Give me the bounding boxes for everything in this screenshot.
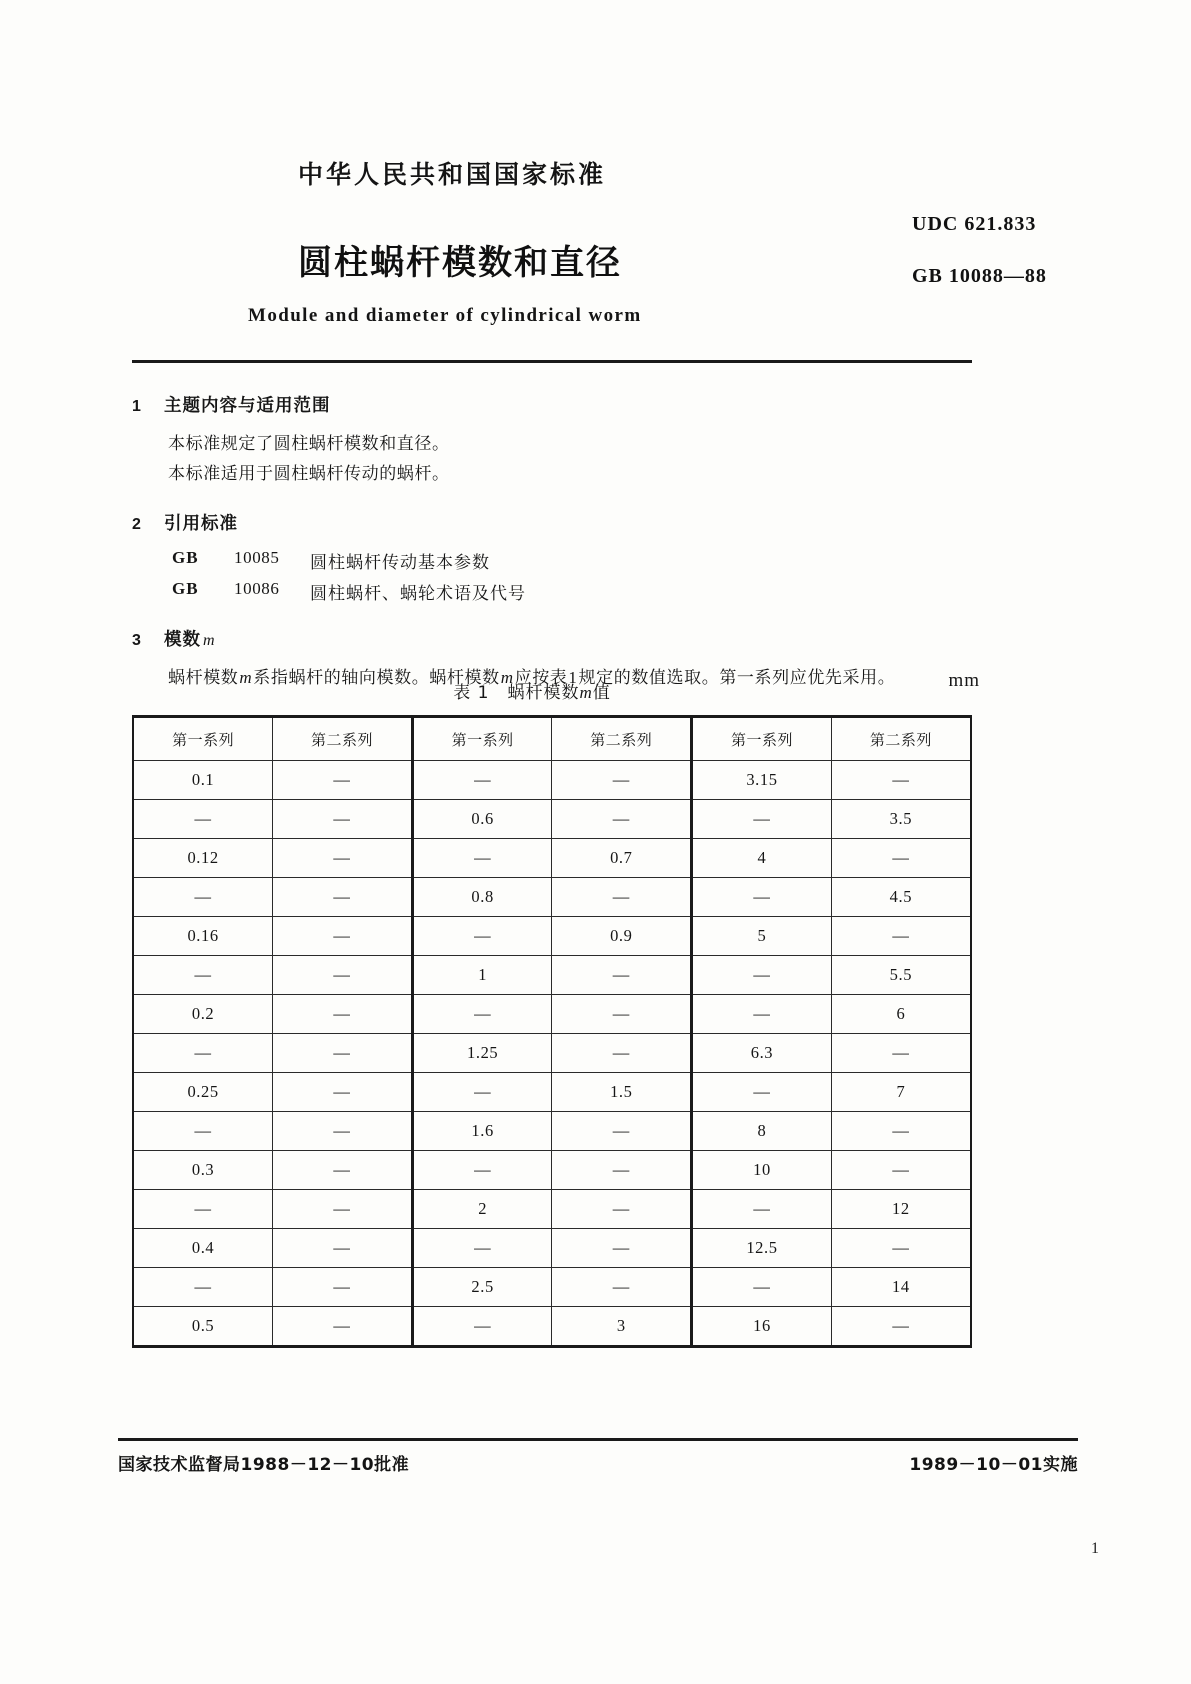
table-cell: — <box>273 839 413 878</box>
footer-divider-rule <box>118 1438 1078 1441</box>
section-heading-2 <box>132 510 992 535</box>
table-cell: 1 <box>412 956 552 995</box>
table-row <box>133 1229 971 1268</box>
table-cell: 0.25 <box>133 1073 273 1112</box>
table-cell: 7 <box>831 1073 971 1112</box>
table-cell: — <box>412 761 552 800</box>
table-cell: 12.5 <box>692 1229 832 1268</box>
standard-number: GB 10088—88 <box>912 265 1047 287</box>
table-cell: — <box>552 878 692 917</box>
table-cell: 0.3 <box>133 1151 273 1190</box>
table-caption-pre: 表 1 蜗杆模数 <box>453 683 580 703</box>
table-row <box>133 1073 971 1112</box>
table-cell: — <box>552 800 692 839</box>
module-values-table <box>132 715 972 1348</box>
table-cell: — <box>273 917 413 956</box>
table-cell: — <box>831 1112 971 1151</box>
table-cell: — <box>412 839 552 878</box>
table-cell: — <box>133 1112 273 1151</box>
table-cell: 10 <box>692 1151 832 1190</box>
table-cell: — <box>831 839 971 878</box>
table-cell: — <box>273 1190 413 1229</box>
table-cell: — <box>412 995 552 1034</box>
table-cell: — <box>692 1268 832 1307</box>
table-cell: 12 <box>831 1190 971 1229</box>
section-number-1: 1 <box>132 398 141 415</box>
table-row <box>133 1190 971 1229</box>
table-cell: — <box>552 1151 692 1190</box>
table-row <box>133 839 971 878</box>
table-cell: — <box>412 917 552 956</box>
footer-approval-text: 国家技术监督局1988－12－10批准 <box>118 1455 410 1475</box>
table-cell: — <box>692 1073 832 1112</box>
table-cell: — <box>831 761 971 800</box>
table-unit-label: mm <box>948 670 980 691</box>
table-cell: — <box>273 1151 413 1190</box>
table-cell: — <box>552 995 692 1034</box>
s3-table-ref: 1 <box>568 667 578 687</box>
table-header-cell-6: 第二系列 <box>831 717 971 761</box>
reference-title-1: 圆柱蜗杆传动基本参数 <box>310 552 490 573</box>
s3-p2: 系指蜗杆的轴向模数。蜗杆模数 <box>253 667 500 688</box>
table-row <box>133 1151 971 1190</box>
section-title-2: 引用标准 <box>164 513 238 534</box>
table-cell: — <box>412 1229 552 1268</box>
section-number-2: 2 <box>132 515 141 533</box>
table-cell: — <box>273 1307 413 1347</box>
table-cell: — <box>552 1268 692 1307</box>
table-caption-post: 值 <box>592 683 611 703</box>
table-cell: — <box>133 956 273 995</box>
table-caption <box>92 678 972 703</box>
section-number-3: 3 <box>132 631 141 649</box>
footer-effective-text: 1989－10－01实施 <box>909 1455 1078 1475</box>
document-footer <box>118 1450 1078 1475</box>
table-cell: — <box>273 1229 413 1268</box>
table-header-cell-1: 第一系列 <box>133 717 273 761</box>
table-cell: 3.5 <box>831 800 971 839</box>
table-row <box>133 1268 971 1307</box>
table-cell: 1.6 <box>412 1112 552 1151</box>
table-row <box>133 800 971 839</box>
table-cell: — <box>133 1268 273 1307</box>
table-cell: — <box>831 917 971 956</box>
udc-code: UDC 621.833 <box>912 213 1037 235</box>
table-cell: 0.2 <box>133 995 273 1034</box>
table-row <box>133 995 971 1034</box>
table-cell: 0.7 <box>552 839 692 878</box>
table-cell: — <box>273 995 413 1034</box>
document-title-cn: 圆柱蜗杆模数和直径 <box>298 243 622 283</box>
reference-code-2: GB <box>172 578 199 598</box>
s3-symbol-1: m <box>239 667 253 687</box>
table-cell: — <box>692 878 832 917</box>
table-header-cell-4: 第二系列 <box>552 717 692 761</box>
section-title-3 <box>164 626 216 651</box>
table-cell: — <box>552 1229 692 1268</box>
header-divider-rule <box>132 360 972 363</box>
table-cell: 0.9 <box>552 917 692 956</box>
table-caption-symbol: m <box>579 683 593 702</box>
s3-p1: 蜗杆模数 <box>168 667 239 688</box>
table-cell: — <box>273 1112 413 1151</box>
table-header-cell-5: 第一系列 <box>692 717 832 761</box>
table-cell: 1.5 <box>552 1073 692 1112</box>
table-cell: 14 <box>831 1268 971 1307</box>
table-cell: — <box>273 878 413 917</box>
table-header-cell-3: 第一系列 <box>412 717 552 761</box>
table-cell: — <box>273 761 413 800</box>
table-cell: 0.5 <box>133 1307 273 1347</box>
section-heading-3 <box>132 626 992 651</box>
table-cell: 5 <box>692 917 832 956</box>
table-cell: — <box>692 995 832 1034</box>
document-header <box>132 155 1062 327</box>
section-heading-1 <box>132 392 992 417</box>
table-cell: — <box>273 1073 413 1112</box>
table-cell: — <box>831 1307 971 1347</box>
reference-item-2 <box>172 579 992 604</box>
section-1-paragraph-1: 本标准规定了圆柱蜗杆模数和直径。 <box>168 434 450 454</box>
table-cell: — <box>273 1268 413 1307</box>
table-cell: — <box>273 800 413 839</box>
table-row <box>133 1034 971 1073</box>
table-cell: — <box>412 1073 552 1112</box>
table-cell: 4.5 <box>831 878 971 917</box>
table-cell: 0.12 <box>133 839 273 878</box>
table-cell: — <box>692 800 832 839</box>
table-cell: 3.15 <box>692 761 832 800</box>
table-cell: — <box>831 1034 971 1073</box>
table-row <box>133 878 971 917</box>
section-1-paragraph-2: 本标准适用于圆柱蜗杆传动的蜗杆。 <box>168 464 450 485</box>
table-cell: 4 <box>692 839 832 878</box>
table-row <box>133 761 971 800</box>
section-title-3-symbol: m <box>203 631 216 649</box>
table-cell: 0.16 <box>133 917 273 956</box>
table-cell: — <box>133 1034 273 1073</box>
table-cell: 16 <box>692 1307 832 1347</box>
table-cell: 1.25 <box>412 1034 552 1073</box>
table-header-cell-2: 第二系列 <box>273 717 413 761</box>
reference-item-1 <box>172 548 992 573</box>
table-cell: 0.6 <box>412 800 552 839</box>
table-cell: — <box>552 761 692 800</box>
s3-p3: 应按表 <box>514 667 568 688</box>
document-body <box>132 392 992 691</box>
table-cell: 0.4 <box>133 1229 273 1268</box>
reference-title-2: 圆柱蜗杆、蜗轮术语及代号 <box>310 583 526 604</box>
table-row <box>133 1307 971 1347</box>
table-row <box>133 917 971 956</box>
table-cell: 5.5 <box>831 956 971 995</box>
page-number: 1 <box>1091 1540 1099 1557</box>
table-cell: — <box>412 1307 552 1347</box>
table-cell: — <box>133 1190 273 1229</box>
section-title-1: 主题内容与适用范围 <box>164 396 331 416</box>
table-cell: 2.5 <box>412 1268 552 1307</box>
reference-number-1: 10085 <box>234 547 280 567</box>
table-cell: — <box>831 1229 971 1268</box>
section-title-3-text: 模数 <box>164 629 201 650</box>
national-standard-line: 中华人民共和国国家标准 <box>298 160 607 189</box>
table-cell: — <box>133 878 273 917</box>
table-cell: 6.3 <box>692 1034 832 1073</box>
table-cell: 2 <box>412 1190 552 1229</box>
table-cell: — <box>412 1151 552 1190</box>
table-cell: — <box>552 1190 692 1229</box>
table-cell: 8 <box>692 1112 832 1151</box>
document-title-en: Module and diameter of cylindrical worm <box>248 305 642 326</box>
table-cell: — <box>273 1034 413 1073</box>
table-cell: — <box>273 956 413 995</box>
table-row <box>133 1112 971 1151</box>
s3-p4: 规定的数值选取。第一系列应优先采用。 <box>578 667 896 688</box>
reference-number-2: 10086 <box>234 578 280 598</box>
reference-code-1: GB <box>172 547 199 567</box>
table-cell: — <box>552 1034 692 1073</box>
table-cell: — <box>692 1190 832 1229</box>
table-cell: 0.1 <box>133 761 273 800</box>
table-cell: 6 <box>831 995 971 1034</box>
table-cell: — <box>831 1151 971 1190</box>
table-body <box>133 761 971 1347</box>
table-cell: — <box>552 956 692 995</box>
table-cell: — <box>552 1112 692 1151</box>
table-cell: 0.8 <box>412 878 552 917</box>
table-cell: — <box>133 800 273 839</box>
table-cell: — <box>692 956 832 995</box>
table-cell: 3 <box>552 1307 692 1347</box>
table-row <box>133 956 971 995</box>
table-header-row <box>133 717 971 761</box>
s3-symbol-2: m <box>500 667 514 687</box>
